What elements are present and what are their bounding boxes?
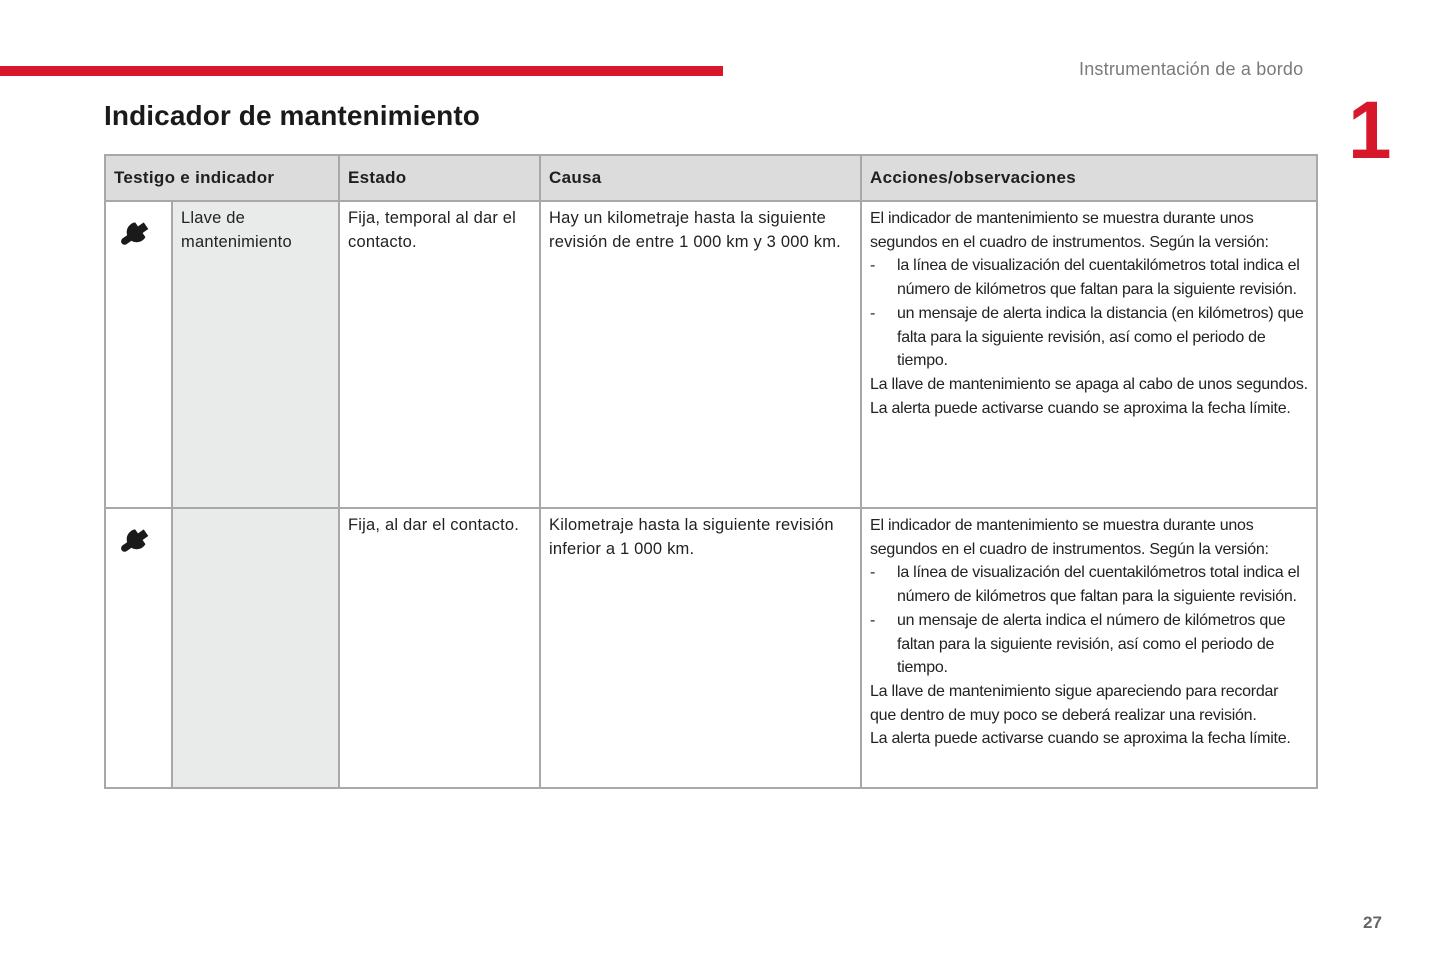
acciones-cell xyxy=(861,508,1317,788)
bullet-text: la línea de visualización del cuentakilómetros total indica el número de kilómetros que faltan para la siguiente revisión. xyxy=(897,564,1300,606)
causa-cell: Hay un kilometraje hasta la siguiente revisión de entre 1 000 km y 3 000 km. xyxy=(540,201,861,508)
bullet-marker: - xyxy=(870,304,876,322)
causa-cell: Kilometraje hasta la siguiente revisión inferior a 1 000 km. xyxy=(540,508,861,788)
indicator-name xyxy=(172,508,339,788)
wrench-icon xyxy=(114,212,160,252)
page-number: 27 xyxy=(1363,913,1382,932)
bullet-text: un mensaje de alerta indica la distancia (en kilómetros) que falta para la siguiente revisión, así como el periodo de tiempo. xyxy=(897,304,1304,370)
acciones-cell xyxy=(861,201,1317,508)
header-accent-bar xyxy=(0,66,723,76)
page-title: Indicador de mantenimiento xyxy=(104,100,480,131)
acciones-note: La llave de mantenimiento se apaga al cabo de unos segundos. xyxy=(870,375,1308,393)
estado-cell: Fija, al dar el contacto. xyxy=(339,508,540,788)
acciones-note: La alerta puede activarse cuando se aproxima la fecha límite. xyxy=(870,730,1291,748)
bullet-marker: - xyxy=(870,611,876,629)
acciones-note: La llave de mantenimiento sigue apareciendo para recordar que dentro de muy poco se deberá realizar una revisión. xyxy=(870,682,1279,724)
acciones-intro: El indicador de mantenimiento se muestra durante unos segundos en el cuadro de instrumentos. Según la versión: xyxy=(870,210,1269,251)
estado-cell: Fija, temporal al dar el contacto. xyxy=(339,201,540,508)
column-header-testigo: Testigo e indicador xyxy=(105,155,339,201)
acciones-bullet xyxy=(870,302,1308,373)
column-header-acciones: Acciones/observaciones xyxy=(861,155,1317,201)
bullet-text: un mensaje de alerta indica el número de kilómetros que faltan para la siguiente revisión, así como el periodo de tiempo. xyxy=(897,611,1286,677)
acciones-intro: El indicador de mantenimiento se muestra durante unos segundos en el cuadro de instrumentos. Según la versión: xyxy=(870,517,1269,558)
acciones-note: La alerta puede activarse cuando se aproxima la fecha límite. xyxy=(870,399,1291,417)
table-row xyxy=(105,201,1317,508)
acciones-bullet xyxy=(870,254,1308,301)
maintenance-indicator-table xyxy=(104,154,1318,789)
column-header-causa: Causa xyxy=(540,155,861,201)
wrench-icon xyxy=(114,519,160,559)
table-header-row xyxy=(105,155,1317,201)
acciones-bullet xyxy=(870,561,1308,608)
bullet-marker: - xyxy=(870,564,876,582)
bullet-marker: - xyxy=(870,257,876,275)
acciones-bullet xyxy=(870,609,1308,680)
table-row xyxy=(105,508,1317,788)
indicator-name: Llave de mantenimiento xyxy=(172,201,339,508)
chapter-number: 1 xyxy=(1348,85,1392,176)
indicator-icon-cell xyxy=(105,508,172,788)
column-header-estado: Estado xyxy=(339,155,540,201)
indicator-icon-cell xyxy=(105,201,172,508)
bullet-text: la línea de visualización del cuentakilómetros total indica el número de kilómetros que faltan para la siguiente revisión. xyxy=(897,257,1300,299)
section-title: Instrumentación de a bordo xyxy=(1079,59,1304,79)
